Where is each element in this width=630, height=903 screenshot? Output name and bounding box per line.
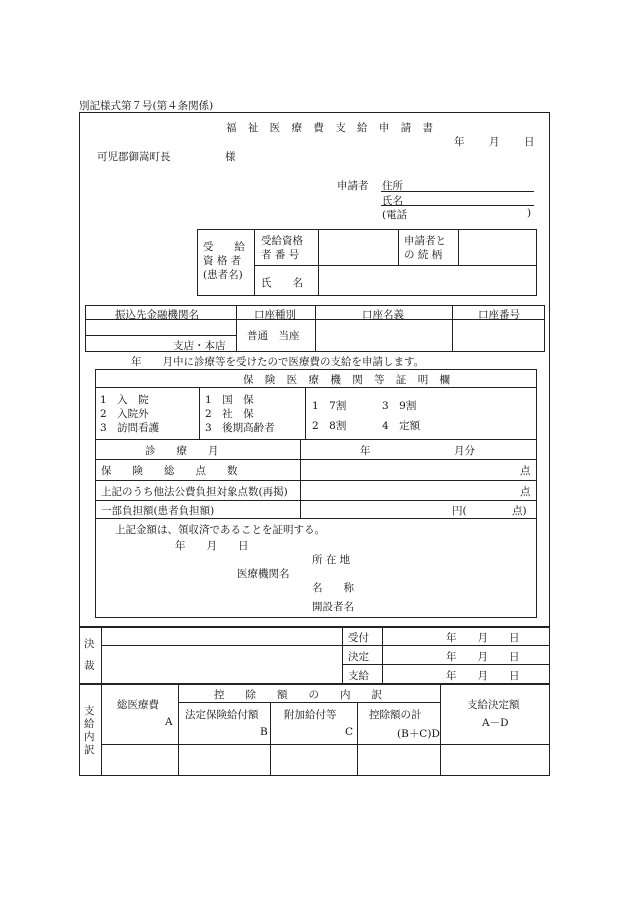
date-day: 日 bbox=[524, 136, 535, 148]
deduction-total-code: (B＋C)D bbox=[397, 728, 440, 740]
statutory-benefit-label: 法定保険給付額 bbox=[185, 709, 259, 721]
account-type-options: 普通 当座 bbox=[247, 330, 300, 342]
recipient-number-label: 受給資格 者 番 号 bbox=[261, 235, 303, 261]
applicant-name-label: 氏名 bbox=[382, 195, 403, 207]
decision-decided-label: 決定 bbox=[348, 651, 369, 663]
decision-received-label: 受付 bbox=[348, 632, 369, 644]
certify-date: 年 月 日 bbox=[175, 540, 249, 552]
decision-paid-date: 年 月 日 bbox=[446, 670, 520, 682]
facility-name-label: 名 称 bbox=[312, 582, 354, 594]
name-underline bbox=[381, 205, 534, 206]
applicant-phone-close: ) bbox=[527, 207, 532, 219]
copay-points-unit: 点) bbox=[512, 505, 527, 517]
request-sentence: 年 月中に診療等を受けたので医療費の支給を申請します。 bbox=[131, 356, 425, 368]
relation-label: 申請者と の 続 柄 bbox=[404, 235, 446, 261]
treatment-month-year: 年 bbox=[360, 445, 371, 457]
facility-location-label: 所 在 地 bbox=[312, 554, 351, 566]
statutory-benefit-code: B bbox=[260, 726, 268, 738]
deduction-header: 控 除 額 の 内 訳 bbox=[214, 689, 382, 701]
decision-paid-label: 支給 bbox=[348, 670, 369, 682]
recipient-name-label: 氏 名 bbox=[261, 277, 303, 289]
form-title: 福 祉 医 療 費 支 給 申 請 書 bbox=[226, 122, 438, 134]
public-points-label: 上記のうち他法公費負担対象点数(再掲) bbox=[101, 486, 288, 498]
recipient-header: 受 給 資 格 者 (患者名) bbox=[203, 241, 245, 281]
burden-rate-4: 4 定額 bbox=[382, 420, 421, 432]
certification-title: 保 険 医 療 機 関 等 証 明 欄 bbox=[243, 374, 455, 386]
facility-founder-label: 開設者名 bbox=[312, 601, 354, 613]
final-amount-label: 支給決定額 bbox=[467, 699, 520, 711]
applicant-phone-label: (電話 bbox=[382, 209, 408, 221]
form-number-label: 別記様式第７号(第４条関係) bbox=[79, 100, 214, 112]
date-year: 年 bbox=[454, 136, 465, 148]
insurance-type-options: 1 国 保 2 社 保 3 後期高齢者 bbox=[205, 394, 275, 434]
treatment-month-label: 診 療 月 bbox=[145, 445, 219, 457]
burden-rate-2: 2 8割 bbox=[312, 420, 347, 432]
date-month: 月 bbox=[489, 136, 500, 148]
decision-decided-date: 年 月 日 bbox=[446, 651, 520, 663]
total-medical-code: A bbox=[165, 716, 173, 728]
bank-header-institution: 振込先金融機関名 bbox=[115, 309, 199, 321]
total-points-label: 保 険 総 点 数 bbox=[101, 465, 238, 477]
care-type-options: 1 入 院 2 入院外 3 訪問看護 bbox=[100, 394, 160, 434]
honorific: 様 bbox=[225, 151, 236, 163]
applicant-address-label: 住所 bbox=[382, 180, 403, 192]
addressee: 可児郡御嵩町長 bbox=[97, 151, 171, 163]
copay-yen-unit: 円( bbox=[452, 505, 467, 517]
burden-rate-1: 1 7割 bbox=[312, 400, 347, 412]
bank-header-number: 口座番号 bbox=[478, 309, 520, 321]
recipient-table bbox=[197, 229, 537, 296]
facility-label: 医療機関名 bbox=[237, 568, 290, 580]
bank-branch-label: 支店・本店 bbox=[173, 340, 226, 352]
additional-benefit-label: 附加給付等 bbox=[284, 709, 337, 721]
final-amount-code: A－D bbox=[482, 717, 509, 729]
decision-label-2: 裁 bbox=[84, 660, 95, 672]
deduction-total-label: 控除額の計 bbox=[369, 709, 422, 721]
total-medical-label: 総医療費 bbox=[117, 699, 159, 711]
decision-received-date: 年 月 日 bbox=[446, 632, 520, 644]
certify-statement: 上記金額は、領収済であることを証明する。 bbox=[115, 524, 325, 536]
copay-label: 一部負担額(患者負担額) bbox=[101, 505, 215, 517]
bank-header-holder: 口座名義 bbox=[362, 309, 404, 321]
burden-rate-3: 3 9割 bbox=[382, 400, 417, 412]
breakdown-side-label: 支 給 内 訳 bbox=[84, 705, 95, 756]
total-points-unit: 点 bbox=[520, 465, 531, 477]
public-points-unit: 点 bbox=[520, 486, 531, 498]
applicant-label: 申請者 bbox=[337, 180, 369, 192]
treatment-month-unit: 月分 bbox=[454, 445, 475, 457]
additional-benefit-code: C bbox=[345, 726, 354, 738]
decision-label-1: 決 bbox=[84, 638, 95, 650]
bank-header-type: 口座種別 bbox=[254, 309, 296, 321]
address-underline bbox=[381, 191, 534, 192]
